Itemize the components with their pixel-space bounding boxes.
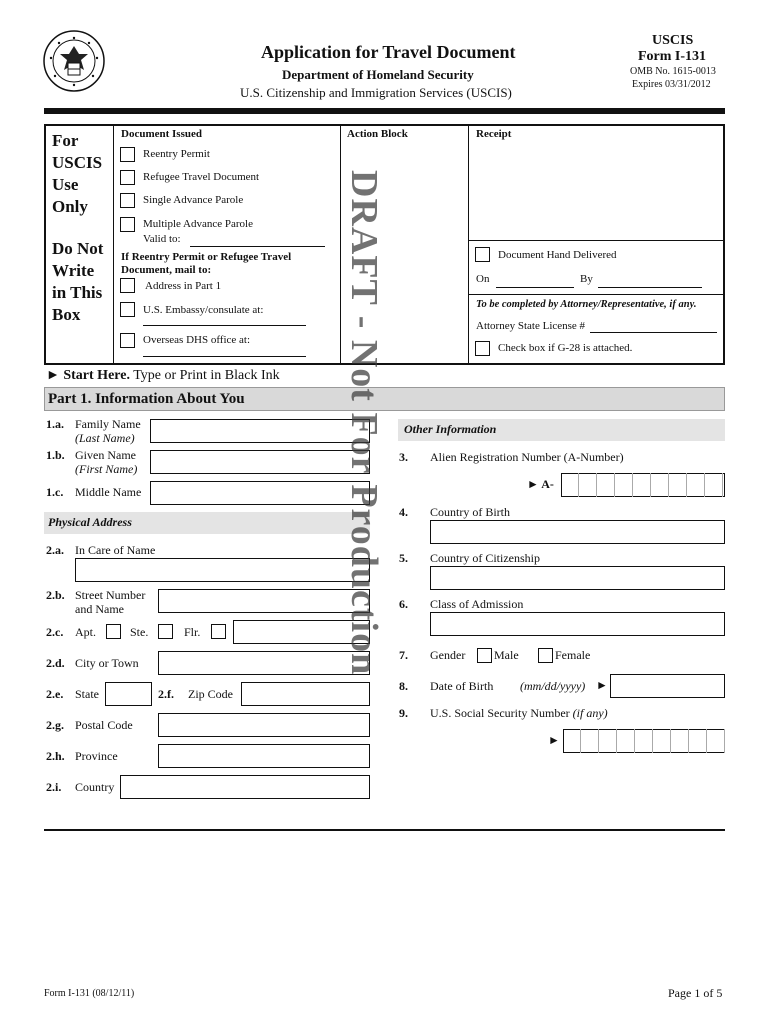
draft-watermark: DRAFT - Not For Production: [343, 170, 385, 676]
g28-checkbox[interactable]: [475, 341, 490, 356]
by-line[interactable]: [598, 287, 702, 288]
g28-label: Check box if G-28 is attached.: [498, 342, 633, 354]
divider: [468, 240, 725, 241]
first-name-hint: (First Name): [75, 462, 138, 476]
single-advance-parole-checkbox[interactable]: [120, 193, 135, 208]
on-label: On: [476, 273, 490, 285]
ste-checkbox[interactable]: [158, 624, 173, 639]
given-name-input[interactable]: [150, 450, 370, 474]
middle-name-input[interactable]: [150, 481, 370, 505]
field-2e-number: 2.e.: [46, 687, 64, 701]
expiration-date: Expires 03/31/2012: [632, 79, 711, 90]
country-of-birth-input[interactable]: [430, 520, 725, 544]
attorney-license-label: Attorney State License #: [476, 320, 586, 332]
by-label: By: [580, 273, 593, 285]
mail-to-heading-2: Document, mail to:: [121, 264, 212, 276]
divider: [113, 124, 114, 365]
embassy-line[interactable]: [143, 325, 306, 326]
field-1b-number: 1.b.: [46, 448, 65, 462]
field-2f-number: 2.f.: [158, 687, 174, 701]
embassy-checkbox[interactable]: [120, 302, 135, 317]
physical-address-heading: Physical Address: [48, 515, 132, 529]
flr-label: Flr.: [184, 625, 201, 639]
zip-input[interactable]: [241, 682, 370, 706]
header-rule: [44, 108, 725, 114]
omb-number: OMB No. 1615-0013: [630, 66, 716, 77]
single-advance-parole-label: Single Advance Parole: [143, 194, 244, 206]
document-hand-delivered-checkbox[interactable]: [475, 247, 490, 262]
bottom-rule: [44, 829, 725, 831]
class-of-admission-input[interactable]: [430, 612, 725, 636]
field-5-number: 5.: [399, 551, 408, 565]
field-2a-number: 2.a.: [46, 543, 64, 557]
embassy-label: U.S. Embassy/consulate at:: [143, 304, 264, 316]
country-of-birth-label: Country of Birth: [430, 505, 510, 519]
mail-to-heading-1: If Reentry Permit or Refugee Travel: [121, 251, 292, 263]
field-7-number: 7.: [399, 648, 408, 662]
field-2c-number: 2.c.: [46, 625, 64, 639]
attorney-heading: To be completed by Attorney/Representative, if any.: [476, 299, 697, 310]
class-of-admission-label: Class of Admission: [430, 597, 524, 611]
field-2h-number: 2.h.: [46, 749, 65, 763]
state-input[interactable]: [105, 682, 152, 706]
page-number: Page 1 of 5: [668, 986, 723, 1000]
in-care-of-input[interactable]: [75, 558, 370, 582]
other-information-heading: Other Information: [404, 422, 497, 436]
street-label-2: and Name: [75, 602, 124, 616]
gender-label: Gender: [430, 648, 466, 662]
uscis-label: USCIS: [652, 33, 694, 48]
field-6-number: 6.: [399, 597, 408, 611]
receipt-heading: Receipt: [476, 128, 512, 140]
field-2d-number: 2.d.: [46, 656, 65, 670]
male-label: Male: [494, 648, 519, 662]
field-2i-number: 2.i.: [46, 780, 62, 794]
country-input[interactable]: [120, 775, 370, 799]
document-hand-delivered-label: Document Hand Delivered: [498, 249, 617, 261]
family-name-label: Family Name: [75, 417, 141, 431]
street-label: Street Number: [75, 588, 146, 602]
address-in-part1-checkbox[interactable]: [120, 278, 135, 293]
attorney-license-line[interactable]: [590, 332, 717, 333]
province-label: Province: [75, 749, 118, 763]
overseas-dhs-line[interactable]: [143, 356, 306, 357]
for-uscis-use-only: For USCIS Use Only: [52, 131, 103, 216]
given-name-label: Given Name: [75, 448, 136, 462]
divider: [468, 124, 469, 365]
valid-to-line[interactable]: [190, 246, 325, 247]
a-number-cell-dividers: [561, 473, 725, 497]
reentry-permit-checkbox[interactable]: [120, 147, 135, 162]
action-block-heading: Action Block: [347, 128, 408, 140]
start-here-instruction: ► Start Here. Type or Print in Black Ink: [46, 368, 280, 383]
date-of-birth-input[interactable]: [610, 674, 725, 698]
dhs-seal: [43, 30, 105, 92]
female-checkbox[interactable]: [538, 648, 553, 663]
address-in-part1-label: Address in Part 1: [145, 280, 222, 292]
postal-code-input[interactable]: [158, 713, 370, 737]
field-1a-number: 1.a.: [46, 417, 64, 431]
document-issued-heading: Document Issued: [121, 128, 202, 140]
reentry-permit-label: Reentry Permit: [143, 148, 210, 160]
male-checkbox[interactable]: [477, 648, 492, 663]
family-name-input[interactable]: [150, 419, 370, 443]
country-of-citizenship-label: Country of Citizenship: [430, 551, 540, 565]
field-8-number: 8.: [399, 679, 408, 693]
ssn-label: U.S. Social Security Number (if any): [430, 706, 608, 720]
part1-title: Part 1. Information About You: [48, 391, 245, 407]
female-label: Female: [555, 648, 591, 662]
ste-label: Ste.: [130, 625, 149, 639]
form-title: Application for Travel Document: [261, 42, 516, 62]
apt-checkbox[interactable]: [106, 624, 121, 639]
in-care-of-label: In Care of Name: [75, 543, 156, 557]
apt-label: Apt.: [75, 625, 96, 639]
department-name: Department of Homeland Security: [282, 67, 474, 82]
overseas-dhs-label: Overseas DHS office at:: [143, 334, 251, 346]
date-arrow-icon: ►: [596, 678, 608, 692]
a-number-label: Alien Registration Number (A-Number): [430, 450, 624, 464]
province-input[interactable]: [158, 744, 370, 768]
middle-name-label: Middle Name: [75, 485, 142, 499]
divider: [468, 294, 725, 295]
refugee-travel-document-label: Refugee Travel Document: [143, 171, 260, 183]
city-input[interactable]: [158, 651, 370, 675]
field-2g-number: 2.g.: [46, 718, 64, 732]
street-input[interactable]: [158, 589, 370, 613]
flr-checkbox[interactable]: [211, 624, 226, 639]
a-number-prefix: ► A-: [527, 477, 554, 491]
date-format-hint: (mm/dd/yyyy): [520, 679, 586, 693]
zip-label: Zip Code: [188, 687, 233, 701]
field-2b-number: 2.b.: [46, 588, 65, 602]
form-number: Form I-131: [638, 49, 707, 64]
country-of-citizenship-input[interactable]: [430, 566, 725, 590]
valid-to-label: Valid to:: [143, 233, 181, 245]
state-label: State: [75, 687, 99, 701]
form-edition: Form I-131 (08/12/11): [44, 988, 135, 999]
ssn-cell-dividers: [563, 729, 725, 753]
on-date-line[interactable]: [496, 287, 574, 288]
field-9-number: 9.: [399, 706, 408, 720]
last-name-hint: (Last Name): [75, 431, 135, 445]
date-of-birth-label: Date of Birth: [430, 679, 494, 693]
city-label: City or Town: [75, 656, 139, 670]
multiple-advance-parole-checkbox[interactable]: [120, 217, 135, 232]
agency-name: U.S. Citizenship and Immigration Services (USCIS): [240, 85, 512, 100]
refugee-travel-document-checkbox[interactable]: [120, 170, 135, 185]
overseas-dhs-checkbox[interactable]: [120, 333, 135, 348]
multiple-advance-parole-label: Multiple Advance Parole: [143, 218, 253, 230]
postal-code-label: Postal Code: [75, 718, 133, 732]
field-4-number: 4.: [399, 505, 408, 519]
field-1c-number: 1.c.: [46, 485, 64, 499]
field-3-number: 3.: [399, 450, 408, 464]
do-not-write-in-this-box: Do Not Write in This Box: [52, 239, 104, 324]
divider: [340, 124, 341, 365]
country-label: Country: [75, 780, 115, 794]
ssn-arrow-icon: ►: [548, 733, 560, 747]
